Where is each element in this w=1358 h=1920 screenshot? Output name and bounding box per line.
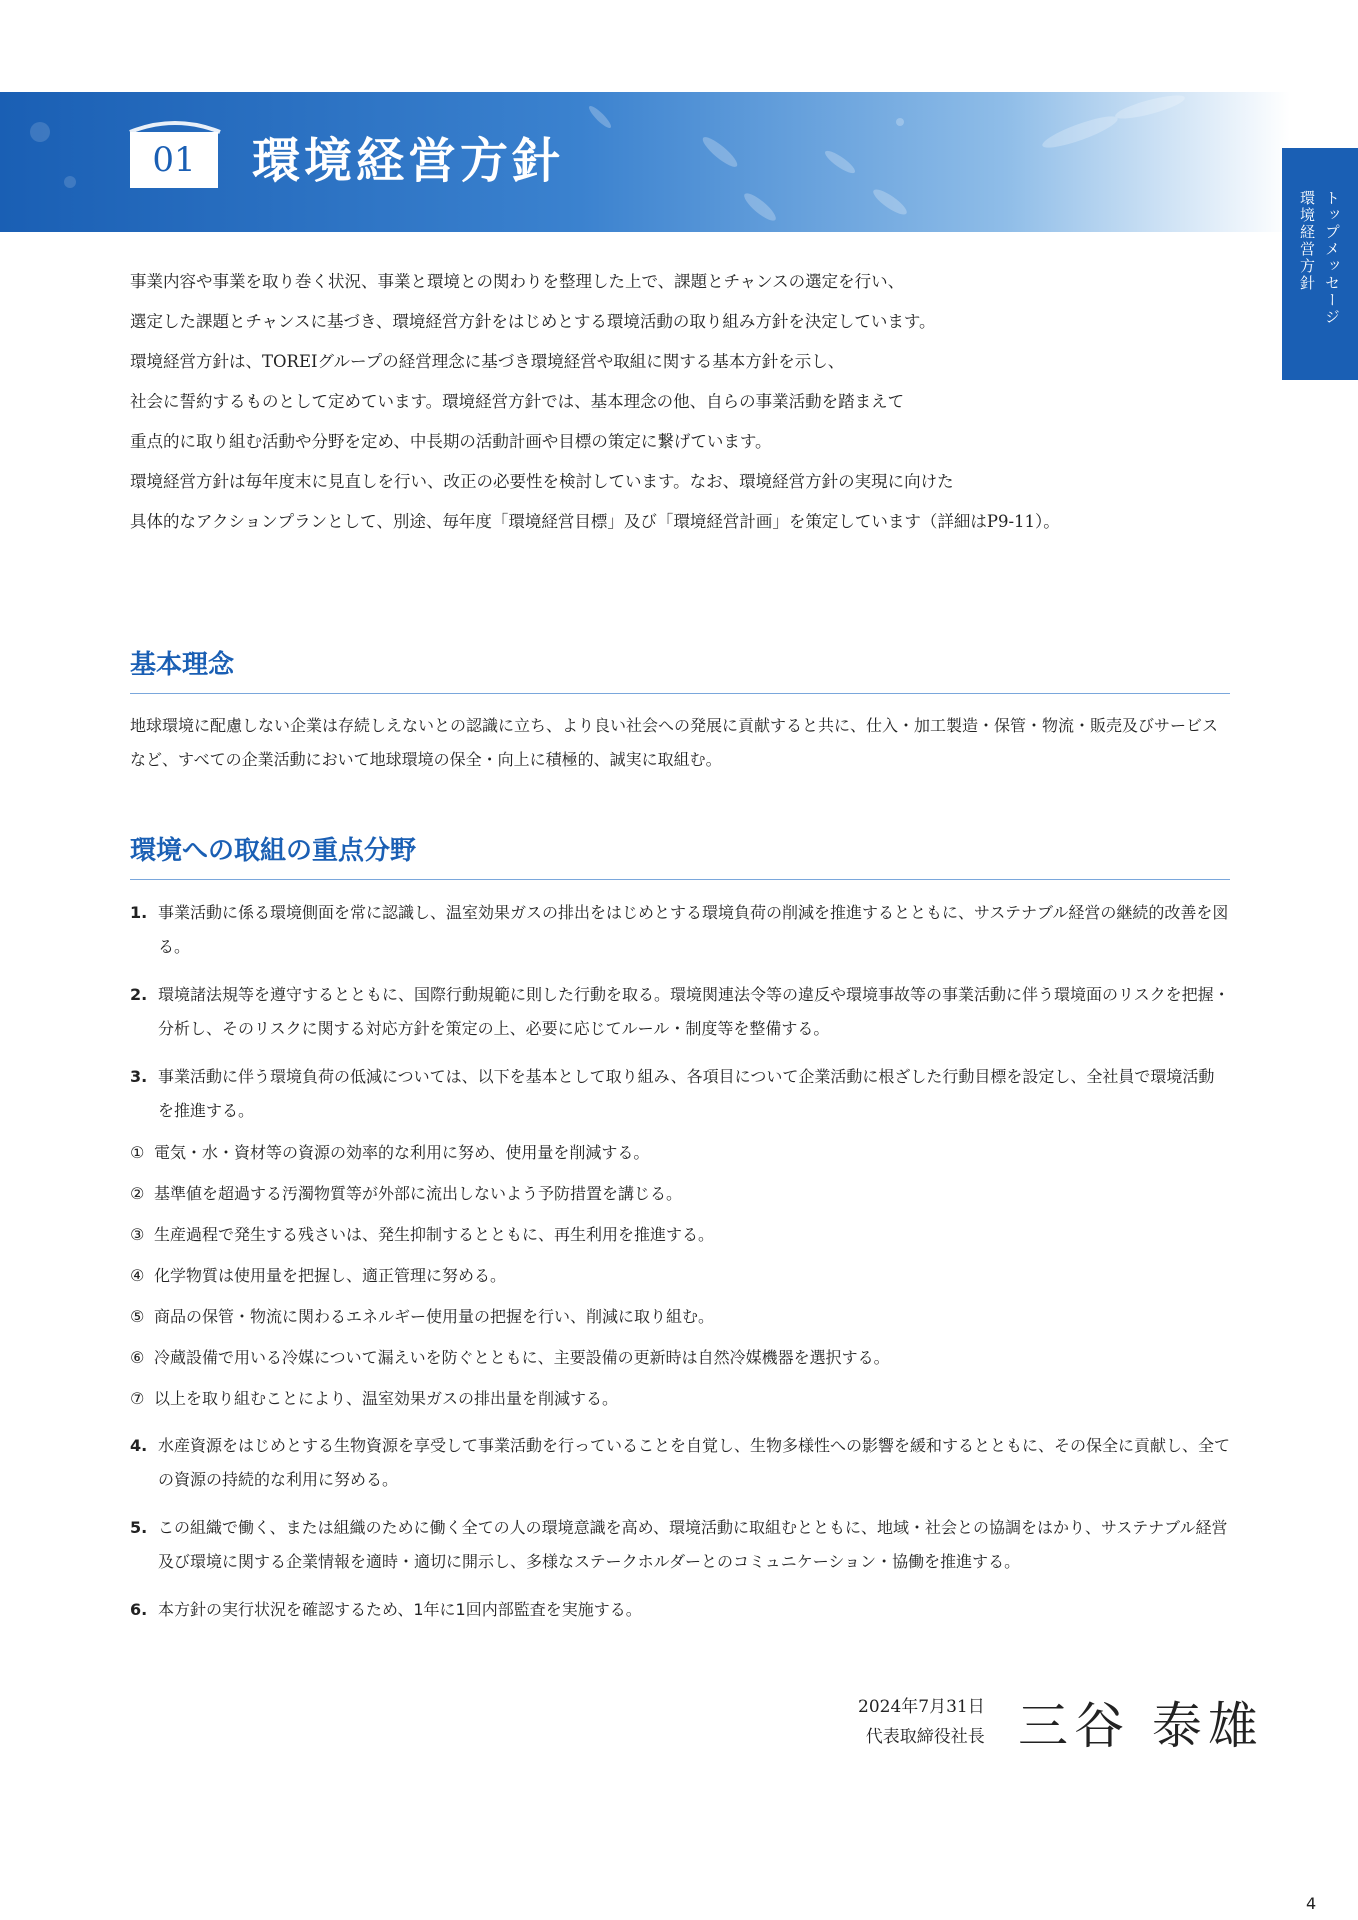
basic-philosophy-text: 地球環境に配慮しない企業は存続しえないとの認識に立ち、より良い社会への発展に貢献すると共に、仕入・加工製造・保管・物流・販売及びサービスなど、すべての企業活動において地球環境の保全・向上に積極的、誠実に取組む。 [130,716,1219,769]
intro-line: 環境経営方針は、TOREIグループの経営理念に基づき環境経営や取組に関する基本方針を示し、 [130,352,845,371]
item-number: 6. [130,1600,148,1619]
sub-item-text: 冷蔵設備で用いる冷媒について漏えいを防ぐとともに、主要設備の更新時は自然冷媒機器を選択する。 [154,1348,890,1367]
sub-item-text: 電気・水・資材等の資源の効率的な利用に努め、使用量を削減する。 [154,1143,650,1162]
sub-item-text: 基準値を超過する汚濁物質等が外部に流出しないよう予防措置を講じる。 [154,1184,683,1203]
focus-areas-heading: 環境への取組の重点分野 [130,830,1230,880]
side-tab[interactable] [1282,148,1358,380]
signature-name: 三谷 泰雄 [1018,1697,1264,1755]
focus-areas-list [130,896,1230,1627]
page-number: 4 [1306,1894,1317,1913]
side-tab-label-2: 環境経営方針 [1298,190,1316,292]
intro-line: 社会に誓約するものとして定めています。環境経営方針では、基本理念の他、自らの事業活動を踏まえて [130,392,905,411]
item-number: 2. [130,985,148,1004]
list-item [130,1511,1230,1579]
signature-date: 2024年7月31日 [858,1697,985,1717]
sub-item [130,1296,1230,1337]
sub-item-text: 生産過程で発生する残さいは、発生抑制するとともに、再生利用を推進する。 [154,1225,715,1244]
sub-item [130,1378,1230,1419]
sub-item-mark: ④ [130,1266,145,1285]
item-number: 4. [130,1436,148,1455]
item-text: 環境諸法規等を遵守するとともに、国際行動規範に則した行動を取る。環境関連法令等の違反や環境事故等の事業活動に伴う環境面のリスクを把握・分析し、そのリスクに関する対応方針を策定の上、必要に応じてルール・制度等を整備する。 [158,985,1230,1038]
intro-paragraph [130,262,1230,542]
intro-line: 選定した課題とチャンスに基づき、環境経営方針をはじめとする環境活動の取り組み方針を決定しています。 [130,312,936,331]
item-text: 本方針の実行状況を確認するため、1年に1回内部監査を実施する。 [158,1600,642,1619]
sub-item [130,1255,1230,1296]
sub-item-mark: ⑤ [130,1307,145,1326]
intro-line: 具体的なアクションプランとして、別途、毎年度「環境経営目標」及び「環境経営計画」を策定しています（詳細はP9-11）。 [130,512,1060,531]
item-text: この組織で働く、または組織のために働く全ての人の環境意識を高め、環境活動に取組むとともに、地域・社会との協調をはかり、サステナブル経営及び環境に関する企業情報を適時・適切に開示し、多様なステークホルダーとのコミュニケーション・協働を推進する。 [158,1518,1228,1571]
sub-item-text: 以上を取り組むことにより、温室効果ガスの排出量を削減する。 [154,1389,619,1408]
list-item [130,1593,1230,1627]
sub-item [130,1173,1230,1214]
sub-item-text: 化学物質は使用量を把握し、適正管理に努める。 [154,1266,507,1285]
list-item [130,896,1230,964]
intro-line: 環境経営方針は毎年度末に見直しを行い、改正の必要性を検討しています。なお、環境経営方針の実現に向けた [130,472,954,491]
item-number: 5. [130,1518,148,1537]
item-text: 水産資源をはじめとする生物資源を享受して事業活動を行っていることを自覚し、生物多様性への影響を緩和するとともに、その保全に貢献し、全ての資源の持続的な利用に努める。 [158,1436,1231,1489]
sub-item-mark: ③ [130,1225,145,1244]
item-text: 事業活動に係る環境側面を常に認識し、温室効果ガスの排出をはじめとする環境負荷の削減を推進するとともに、サステナブル経営の継続的改善を図る。 [158,903,1229,956]
sub-item-text: 商品の保管・物流に関わるエネルギー使用量の把握を行い、削減に取り組む。 [154,1307,715,1326]
sub-list [130,1132,1230,1419]
sub-item-mark: ① [130,1143,145,1162]
sub-item [130,1132,1230,1173]
sub-item-mark: ⑥ [130,1348,145,1367]
list-item [130,1060,1230,1128]
basic-philosophy-heading: 基本理念 [130,644,1230,694]
sub-item [130,1337,1230,1378]
sub-item-mark: ⑦ [130,1389,145,1408]
intro-line: 重点的に取り組む活動や分野を定め、中長期の活動計画や目標の策定に繋げています。 [130,432,772,451]
section-number: 01 [130,132,218,188]
header-banner [0,92,1290,232]
side-tab-label-1: トップメッセージ [1323,190,1341,326]
list-item [130,1429,1230,1497]
item-text: 事業活動に伴う環境負荷の低減については、以下を基本として取り組み、各項目について企業活動に根ざした行動目標を設定し、全社員で環境活動を推進する。 [158,1067,1215,1120]
list-item [130,978,1230,1046]
sub-item-mark: ② [130,1184,145,1203]
sub-item [130,1214,1230,1255]
item-number: 3. [130,1067,148,1086]
page-title: 環境経営方針 [252,133,565,189]
intro-line: 事業内容や事業を取り巻く状況、事業と環境との関わりを整理した上で、課題とチャンスの選定を行い、 [130,272,905,291]
signature-block [858,1692,985,1752]
signature-position: 代表取締役社長 [865,1727,985,1747]
item-number: 1. [130,903,148,922]
